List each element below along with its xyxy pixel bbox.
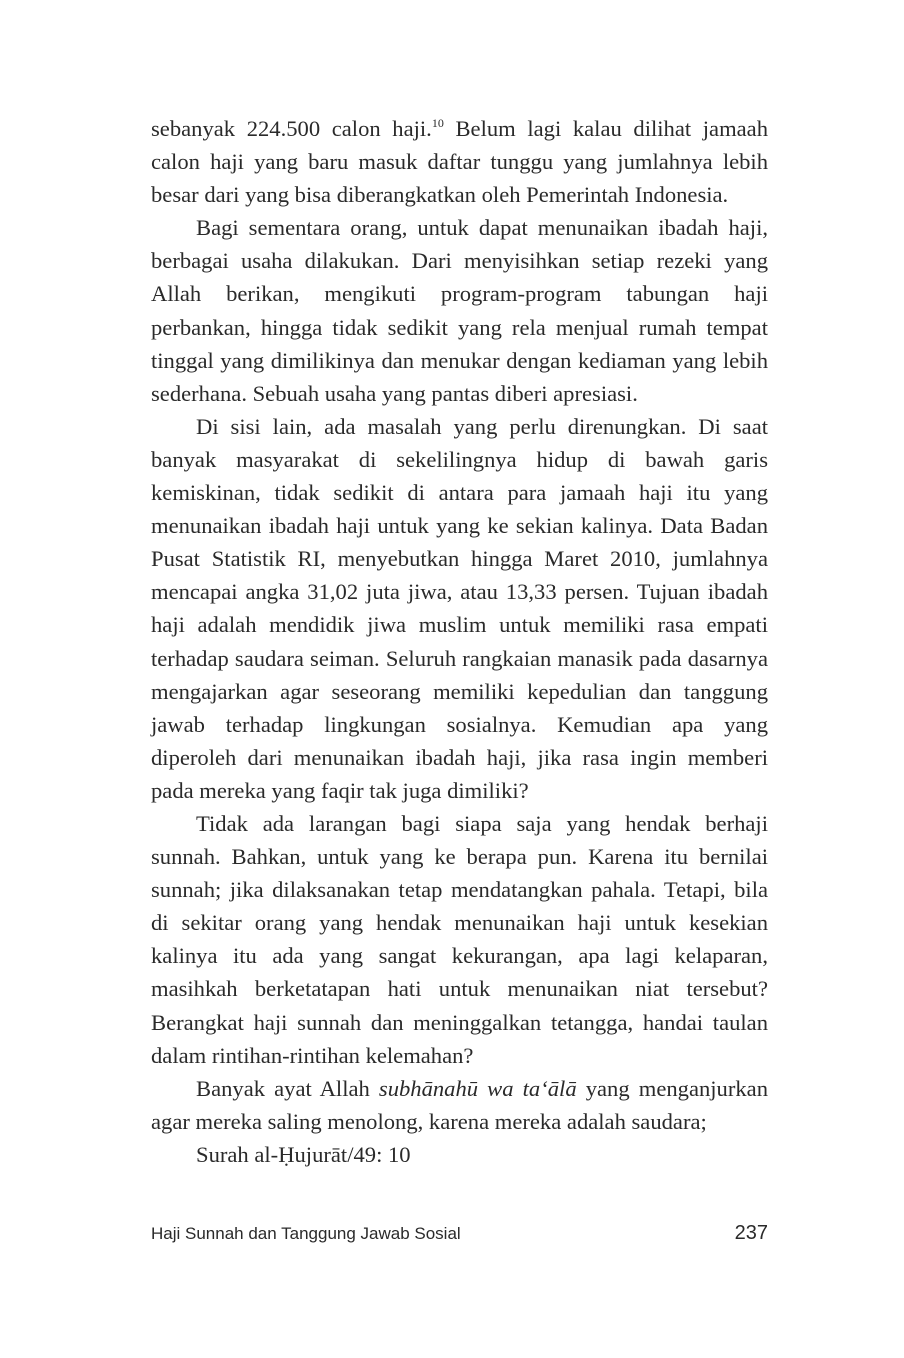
page-body — [151, 112, 768, 1171]
paragraph-5-text-cont: yang menganjurkan agar mereka saling menolong, karena mereka adalah saudara; — [151, 1075, 768, 1134]
paragraph-1 — [151, 112, 768, 211]
paragraph-1-text: sebanyak 224.500 calon haji. — [151, 116, 432, 141]
footnote-ref[interactable]: 10 — [431, 116, 444, 130]
transliteration-italic: subhānahū wa ta‘ālā — [378, 1075, 577, 1101]
paragraph-2: Bagi sementara orang, untuk dapat menunaikan ibadah haji, berbagai usaha dilakukan. Dari menyisihkan setiap rezeki yang Allah berikan, mengikuti program-program tabungan haji perbankan, hingga tidak sedikit yang rela menjual rumah tempat tinggal yang dimilikinya dan menukar dengan kediaman yang lebih sederhana. Sebuah usaha yang pantas diberi apresiasi. — [151, 215, 768, 406]
verse-reference: Surah al-Ḥujurāt/49: 10 — [196, 1141, 411, 1167]
paragraph-4: Tidak ada larangan bagi siapa saja yang hendak berhaji sunnah. Bahkan, untuk yang ke berapa pun. Karena itu bernilai sunnah; jika dilaksanakan tetap mendatangkan pahala. Tetapi, bila di sekitar orang yang hendak menunaikan haji untuk kesekian kalinya itu ada yang sangat kekurangan, apa lagi kelaparan, masihkah berketatapan hati untuk menunaikan niat tersebut? Berangkat haji sunnah dan meninggalkan tetangga, handai taulan dalam rintihan-rintihan kelemahan? — [151, 810, 768, 1068]
page-footer — [151, 1222, 768, 1252]
paragraph-5 — [151, 1072, 768, 1138]
paragraph-3: Di sisi lain, ada masalah yang perlu direnungkan. Di saat banyak masyarakat di sekelilingnya hidup di bawah garis kemiskinan, tidak sedikit di antara para jamaah haji itu yang menunaikan ibadah haji untuk yang ke sekian kalinya. Data Badan Pusat Statistik RI, menyebutkan hingga Maret 2010, jumlahnya mencapai angka 31,02 juta jiwa, atau 13,33 persen. Tujuan ibadah haji adalah mendidik jiwa muslim untuk memiliki rasa empati terhadap saudara seiman. Seluruh rangkaian manasik pada dasarnya mengajarkan agar seseorang memiliki kepedulian dan tanggung jawab terhadap lingkungan sosialnya. Kemudian apa yang diperoleh dari menunaikan ibadah haji, jika rasa ingin memberi pada mereka yang faqir tak juga dimiliki? — [151, 413, 768, 803]
page-number: 237 — [734, 1222, 768, 1244]
running-title: Haji Sunnah dan Tanggung Jawab Sosial — [151, 1224, 461, 1243]
paragraph-5-text: Banyak ayat Allah — [196, 1075, 379, 1101]
paragraph-1-text-cont: Belum lagi kalau dilihat jamaah calon haji yang baru masuk daftar tunggu yang jumlahnya lebih besar dari yang bisa diberangkatkan oleh Pemerintah Indonesia. — [151, 116, 768, 208]
